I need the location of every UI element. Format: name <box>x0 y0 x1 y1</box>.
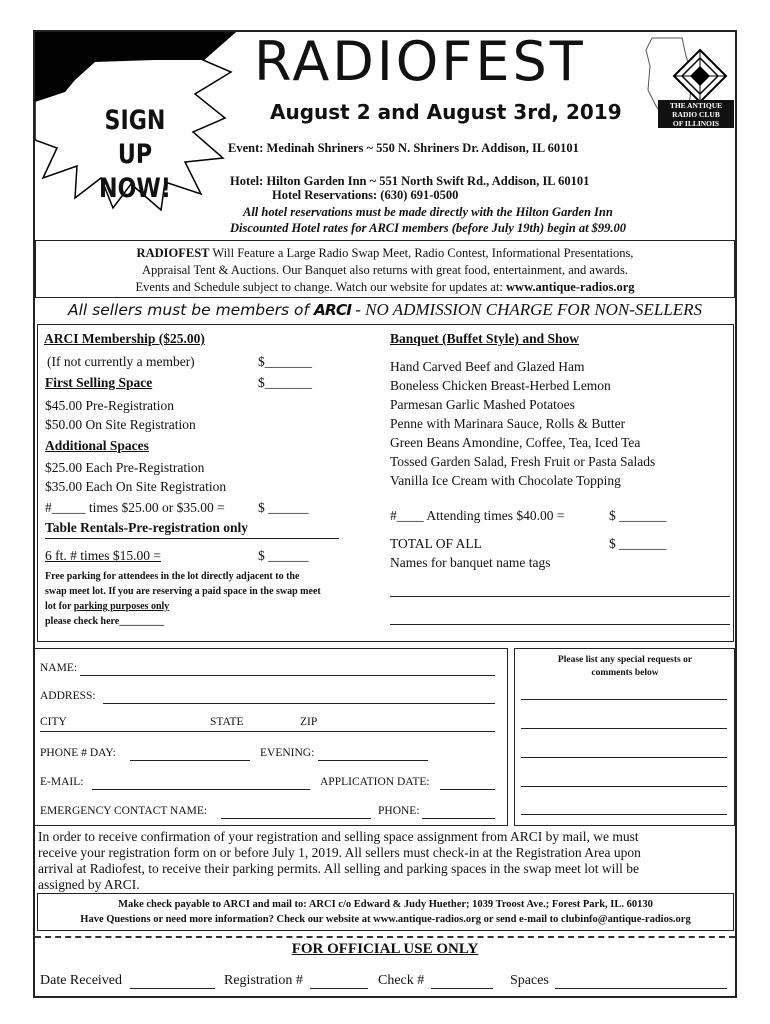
sellers-banner-a: All sellers must be members of <box>67 301 314 319</box>
total-amount-field[interactable]: $ _______ <box>609 536 667 551</box>
phone-day-field[interactable] <box>130 760 250 761</box>
sellers-banner <box>35 300 735 320</box>
menu-item: Parmesan Garlic Mashed Potatoes <box>390 397 575 412</box>
request-line-4[interactable] <box>521 786 727 787</box>
parking-checkbox-field[interactable]: please check here_________ <box>45 616 165 627</box>
address-field[interactable] <box>103 703 495 704</box>
info-line-2: Appraisal Tent & Auctions. Our Banquet also returns with great food, entertainment, and awards. <box>142 263 628 277</box>
info-line-1: Will Feature a Large Radio Swap Meet, Radio Contest, Informational Presentations, <box>209 246 634 260</box>
special-requests-label: Please list any special requests or comments below <box>557 655 693 678</box>
parking-note-1: Free parking for attendees in the lot directly adjacent to the <box>45 571 300 582</box>
name-field[interactable] <box>80 675 495 676</box>
parking-note-2: swap meet lot. If you are reserving a paid space in the swap meet <box>45 586 321 597</box>
cut-line <box>35 936 735 938</box>
emergency-contact-label: EMERGENCY CONTACT NAME: <box>40 805 208 817</box>
registration-label: Registration # <box>224 973 303 988</box>
sellers-banner-c: - NO ADMISSION CHARGE FOR NON-SELLERS <box>351 300 702 319</box>
confirmation-line-3: arrival at Radiofest, to receive their parking permits. All selling and parking spaces in the swap meet lot will be <box>38 861 639 876</box>
evening-label: EVENING: <box>260 747 315 759</box>
info-text <box>35 245 735 296</box>
registration-field[interactable] <box>310 988 368 989</box>
additional-pre: $25.00 Each Pre-Registration <box>45 460 205 475</box>
membership-amount-field[interactable]: $_______ <box>258 354 312 369</box>
question-line: Have Questions or need more information? Check our website at www.antique-radios.org or send e-mail to clubinfo@antique-radios.org <box>80 914 691 925</box>
request-line-5[interactable] <box>521 814 727 815</box>
parking-note <box>45 569 321 629</box>
website-link[interactable]: www.antique-radios.org <box>506 280 635 294</box>
attending-amount-field[interactable]: $ _______ <box>609 508 667 523</box>
mail-line: Make check payable to ARCI and mail to: ARCI c/o Edward & Judy Huether; 1039 Troost Ave.; Forest Park, IL. 60130 <box>118 899 653 910</box>
mail-info <box>37 897 734 927</box>
address-label: ADDRESS: <box>40 690 96 702</box>
name-label: NAME: <box>40 662 78 674</box>
menu-item: Penne with Marinara Sauce, Rolls & Butter <box>390 416 626 431</box>
confirmation-line-2: receive your registration form on or before July 1, 2019. All sellers must check-in at the Registration Area upon <box>38 845 641 860</box>
hotel-location: Hotel: Hilton Garden Inn ~ 551 North Swift Rd., Addison, IL 60101 <box>230 174 590 188</box>
confirmation-paragraph <box>38 829 641 893</box>
info-radiofest: RADIOFEST <box>136 246 210 260</box>
logo-text <box>658 101 734 128</box>
sellers-banner-arci: ARCI <box>313 301 351 319</box>
emergency-contact-field[interactable] <box>221 818 371 819</box>
burst-line-2: NOW! <box>99 173 171 204</box>
official-use-heading: FOR OFFICIAL USE ONLY <box>291 941 479 957</box>
date-received-label: Date Received <box>40 973 123 988</box>
evening-field[interactable] <box>318 760 428 761</box>
zip-label: ZIP <box>300 716 318 728</box>
check-field[interactable] <box>431 988 493 989</box>
menu-item: Vanilla Ice Cream with Chocolate Topping <box>390 473 621 488</box>
logo-line-3: OF ILLINOIS <box>672 119 720 128</box>
logo-line-2: RADIO CLUB <box>672 110 720 119</box>
name-tag-line-2[interactable] <box>390 624 730 625</box>
email-field[interactable] <box>92 789 310 790</box>
first-space-onsite: $50.00 On Site Registration <box>45 417 196 432</box>
confirmation-line-1: In order to receive confirmation of your registration and selling space assignment from ARCI by mail, we must <box>38 829 639 844</box>
first-space-amount-field[interactable]: $_______ <box>258 375 312 390</box>
page-title: RADIOFEST <box>254 30 586 93</box>
menu-item: Boneless Chicken Breast-Herbed Lemon <box>390 378 611 393</box>
city-state-zip-field[interactable] <box>40 731 495 732</box>
spaces-label: Spaces <box>510 973 549 988</box>
event-dates: August 2 and August 3rd, 2019 <box>270 100 622 124</box>
hotel-reservations: Hotel Reservations: (630) 691-0500 <box>272 188 459 202</box>
logo-line-1: THE ANTIQUE <box>669 101 723 110</box>
parking-note-3b: parking purposes only <box>73 601 170 612</box>
burst-line-1: SIGN UP <box>104 105 166 170</box>
application-date-label: APPLICATION DATE: <box>320 776 430 788</box>
request-line-1[interactable] <box>521 699 727 700</box>
phone-label: PHONE: <box>378 805 420 817</box>
check-label: Check # <box>378 973 425 988</box>
confirmation-line-4: assigned by ARCI. <box>38 877 140 892</box>
table-rentals-rule <box>45 538 339 539</box>
first-space-heading: First Selling Space <box>45 375 153 390</box>
date-received-field[interactable] <box>130 988 215 989</box>
application-date-field[interactable] <box>440 789 495 790</box>
menu-item: Tossed Garden Salad, Fresh Fruit or Pasta Salads <box>390 454 656 469</box>
additional-onsite: $35.00 Each On Site Registration <box>45 479 227 494</box>
request-line-2[interactable] <box>521 728 727 729</box>
hotel-note-1: All hotel reservations must be made directly with the Hilton Garden Inn <box>243 205 613 219</box>
membership-note: (If not currently a member) <box>47 354 195 369</box>
city-label: CITY <box>40 716 67 728</box>
phone-day-label: PHONE # DAY: <box>40 747 116 759</box>
burst-text <box>86 104 184 206</box>
hotel-note-2: Discounted Hotel rates for ARCI members (before July 19th) begin at $99.00 <box>230 221 627 235</box>
additional-amount-field[interactable]: $ ______ <box>258 500 309 515</box>
additional-times-field[interactable]: #_____ times $25.00 or $35.00 = <box>45 500 225 515</box>
first-space-pre: $45.00 Pre-Registration <box>45 398 174 413</box>
total-label: TOTAL OF ALL <box>390 536 482 551</box>
attending-field[interactable]: #____ Attending times $40.00 = <box>390 508 565 523</box>
banquet-heading: Banquet (Buffet Style) and Show <box>390 331 580 346</box>
table-rentals-heading: Table Rentals-Pre-registration only <box>45 520 248 535</box>
parking-note-3a: lot for <box>45 601 74 612</box>
banquet-menu <box>390 357 655 490</box>
six-ft-table-field[interactable]: 6 ft. # times $15.00 = <box>45 548 161 563</box>
request-line-3[interactable] <box>521 757 727 758</box>
state-label: STATE <box>210 716 244 728</box>
menu-item: Hand Carved Beef and Glazed Ham <box>390 359 585 374</box>
info-line-3: Events and Schedule subject to change. Watch our website for updates at: <box>135 280 507 294</box>
email-label: E-MAIL: <box>40 776 84 788</box>
emergency-phone-field[interactable] <box>422 818 495 819</box>
event-location: Event: Medinah Shriners ~ 550 N. Shriners Dr. Addison, IL 60101 <box>228 141 579 155</box>
spaces-field[interactable] <box>555 988 727 989</box>
additional-heading: Additional Spaces <box>45 438 149 453</box>
menu-item: Green Beans Amondine, Coffee, Tea, Iced Tea <box>390 435 641 450</box>
six-ft-amount-field[interactable]: $ ______ <box>258 548 309 563</box>
membership-heading: ARCI Membership ($25.00) <box>44 331 205 346</box>
name-tags-label: Names for banquet name tags <box>390 555 551 570</box>
name-tag-line-1[interactable] <box>390 596 730 597</box>
